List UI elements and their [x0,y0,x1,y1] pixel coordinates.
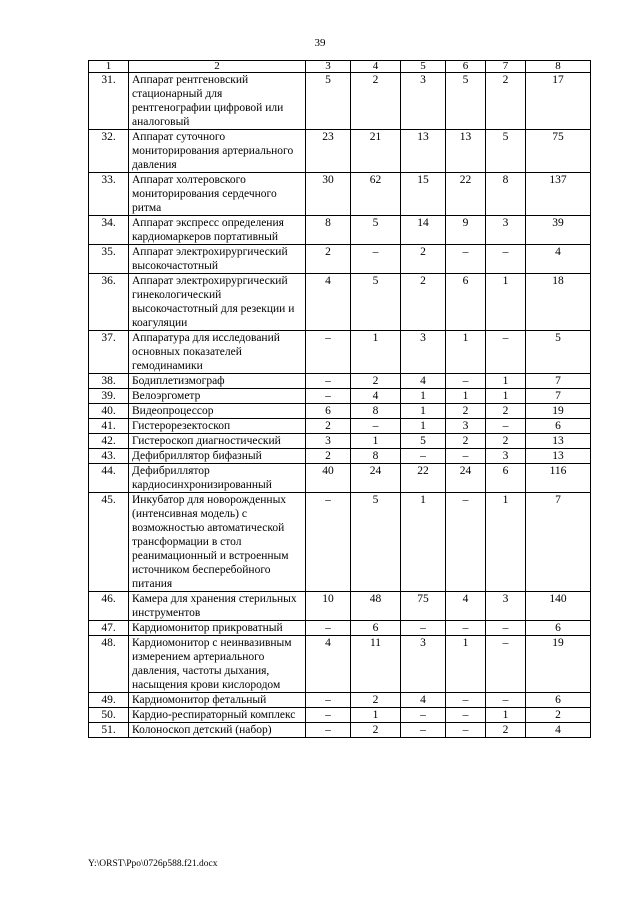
quantity-cell: 5 [526,331,591,374]
quantity-cell: 5 [486,130,526,173]
quantity-cell: 24 [351,464,401,493]
quantity-cell: 5 [401,434,446,449]
quantity-cell: 6 [486,464,526,493]
quantity-cell: 8 [351,404,401,419]
column-header: 7 [486,61,526,73]
quantity-cell: 75 [401,592,446,621]
quantity-cell: 6 [351,621,401,636]
quantity-cell: – [446,449,486,464]
row-number: 46. [89,592,129,621]
quantity-cell: 4 [351,389,401,404]
quantity-cell: – [401,708,446,723]
column-header: 2 [129,61,306,73]
table-row [89,464,591,493]
quantity-cell: 19 [526,636,591,693]
quantity-cell: 5 [351,216,401,245]
quantity-cell: 5 [446,73,486,130]
quantity-cell: 7 [526,389,591,404]
quantity-cell: 2 [446,434,486,449]
row-number: 33. [89,173,129,216]
table-row [89,404,591,419]
quantity-cell: 137 [526,173,591,216]
equipment-name: Аппарат холтеровского мониторирования сердечного ритма [129,173,306,216]
equipment-name: Кардио-респираторный комплекс [129,708,306,723]
quantity-cell: – [446,708,486,723]
equipment-name: Аппаратура для исследований основных показателей гемодинамики [129,331,306,374]
quantity-cell: 6 [526,419,591,434]
table-row [89,130,591,173]
quantity-cell: – [486,621,526,636]
quantity-cell: 30 [306,173,351,216]
quantity-cell: 2 [401,274,446,331]
quantity-cell: 1 [401,419,446,434]
quantity-cell: – [306,331,351,374]
equipment-name: Аппарат суточного мониторирования артериального давления [129,130,306,173]
equipment-name: Аппарат рентгеновский стационарный для рентгенографии цифровой или аналоговый [129,73,306,130]
quantity-cell: 2 [351,723,401,738]
quantity-cell: 4 [446,592,486,621]
equipment-name: Колоноскоп детский (набор) [129,723,306,738]
row-number: 51. [89,723,129,738]
quantity-cell: 3 [486,592,526,621]
equipment-name: Кардиомонитор фетальный [129,693,306,708]
quantity-cell: 6 [306,404,351,419]
footer-file-path: Y:\ORST\Ppo\0726p588.f21.docx [88,859,218,869]
quantity-cell: 2 [486,404,526,419]
equipment-name: Аппарат экспресс определения кардиомаркеров портативный [129,216,306,245]
quantity-cell: 1 [351,331,401,374]
table-row [89,274,591,331]
quantity-cell: 1 [486,374,526,389]
table-row [89,708,591,723]
table-row [89,592,591,621]
row-number: 47. [89,621,129,636]
quantity-cell: 1 [486,389,526,404]
quantity-cell: – [351,245,401,274]
row-number: 48. [89,636,129,693]
quantity-cell: 11 [351,636,401,693]
quantity-cell: 4 [401,374,446,389]
table-row [89,173,591,216]
quantity-cell: 4 [306,636,351,693]
row-number: 43. [89,449,129,464]
quantity-cell: – [486,331,526,374]
table-row [89,331,591,374]
quantity-cell: 1 [401,389,446,404]
row-number: 41. [89,419,129,434]
quantity-cell: – [306,693,351,708]
quantity-cell: 140 [526,592,591,621]
quantity-cell: 17 [526,73,591,130]
quantity-cell: – [446,723,486,738]
quantity-cell: 3 [486,449,526,464]
row-number: 34. [89,216,129,245]
quantity-cell: 13 [526,434,591,449]
quantity-cell: – [486,419,526,434]
quantity-cell: 21 [351,130,401,173]
equipment-name: Гистерорезектоскоп [129,419,306,434]
quantity-cell: 19 [526,404,591,419]
quantity-cell: 6 [526,621,591,636]
quantity-cell: – [401,723,446,738]
row-number: 50. [89,708,129,723]
table-row [89,374,591,389]
quantity-cell: 8 [306,216,351,245]
quantity-cell: 2 [526,708,591,723]
table-row [89,493,591,592]
quantity-cell: – [306,621,351,636]
equipment-name: Дефибриллятор кардиосинхронизированный [129,464,306,493]
quantity-cell: 5 [306,73,351,130]
quantity-cell: 18 [526,274,591,331]
table-row [89,693,591,708]
quantity-cell: 3 [401,636,446,693]
quantity-cell: 4 [526,723,591,738]
table-row [89,73,591,130]
quantity-cell: 2 [486,434,526,449]
equipment-name: Видеопроцессор [129,404,306,419]
quantity-cell: 2 [351,693,401,708]
row-number: 49. [89,693,129,708]
row-number: 31. [89,73,129,130]
table-row [89,434,591,449]
quantity-cell: 7 [526,374,591,389]
quantity-cell: 2 [486,73,526,130]
column-header: 4 [351,61,401,73]
quantity-cell: 3 [446,419,486,434]
quantity-cell: 40 [306,464,351,493]
quantity-cell: 1 [446,331,486,374]
page-number: 39 [314,37,326,49]
quantity-cell: 14 [401,216,446,245]
quantity-cell: 2 [306,449,351,464]
equipment-name: Дефибриллятор бифазный [129,449,306,464]
quantity-cell: 13 [526,449,591,464]
quantity-cell: 116 [526,464,591,493]
quantity-cell: 3 [401,331,446,374]
quantity-cell: – [446,374,486,389]
quantity-cell: 4 [306,274,351,331]
quantity-cell: 2 [306,245,351,274]
quantity-cell: 22 [401,464,446,493]
quantity-cell: 1 [446,389,486,404]
quantity-cell: 4 [401,693,446,708]
quantity-cell: 10 [306,592,351,621]
equipment-name: Аппарат электрохирургический гинекологический высокочастотный для резекции и коагуляции [129,274,306,331]
row-number: 36. [89,274,129,331]
row-number: 32. [89,130,129,173]
equipment-name: Велоэргометр [129,389,306,404]
quantity-cell: 22 [446,173,486,216]
quantity-cell: 23 [306,130,351,173]
quantity-cell: – [401,621,446,636]
quantity-cell: – [486,693,526,708]
quantity-cell: 2 [401,245,446,274]
quantity-cell: 6 [526,693,591,708]
column-header: 8 [526,61,591,73]
quantity-cell: 62 [351,173,401,216]
row-number: 40. [89,404,129,419]
column-header: 1 [89,61,129,73]
quantity-cell: 1 [486,493,526,592]
quantity-cell: – [306,493,351,592]
quantity-cell: 7 [526,493,591,592]
quantity-cell: – [351,419,401,434]
quantity-cell: 39 [526,216,591,245]
quantity-cell: 2 [486,723,526,738]
column-header: 6 [446,61,486,73]
quantity-cell: 48 [351,592,401,621]
quantity-cell: 1 [486,274,526,331]
quantity-cell: 15 [401,173,446,216]
row-number: 42. [89,434,129,449]
row-number: 35. [89,245,129,274]
equipment-name: Инкубатор для новорожденных (интенсивная модель) с возможностью автоматической трансформации в стол реанимационный и встроенным источником бесперебойного питания [129,493,306,592]
quantity-cell: 5 [351,493,401,592]
quantity-cell: – [306,708,351,723]
table-row [89,449,591,464]
quantity-cell: 1 [351,434,401,449]
quantity-cell: – [486,636,526,693]
equipment-name: Камера для хранения стерильных инструментов [129,592,306,621]
quantity-cell: 5 [351,274,401,331]
quantity-cell: 2 [351,374,401,389]
quantity-cell: 8 [486,173,526,216]
row-number: 38. [89,374,129,389]
quantity-cell: – [446,493,486,592]
quantity-cell: 3 [306,434,351,449]
quantity-cell: 2 [351,73,401,130]
equipment-name: Кардиомонитор с неинвазивным измерением артериального давления, частоты дыхания, насыщения крови кислородом [129,636,306,693]
table-row [89,636,591,693]
equipment-table [88,60,591,738]
column-header: 3 [306,61,351,73]
quantity-cell: 1 [351,708,401,723]
row-number: 39. [89,389,129,404]
quantity-cell: 2 [306,419,351,434]
table-row [89,723,591,738]
quantity-cell: 2 [446,404,486,419]
quantity-cell: – [306,374,351,389]
quantity-cell: – [306,389,351,404]
table-header-row [89,61,591,73]
quantity-cell: – [446,621,486,636]
quantity-cell: – [486,245,526,274]
table-row [89,389,591,404]
quantity-cell: 4 [526,245,591,274]
quantity-cell: 8 [351,449,401,464]
equipment-name: Кардиомонитор прикроватный [129,621,306,636]
row-number: 37. [89,331,129,374]
table-row [89,419,591,434]
column-header: 5 [401,61,446,73]
quantity-cell: 1 [401,493,446,592]
row-number: 44. [89,464,129,493]
equipment-name: Бодиплетизмограф [129,374,306,389]
table-row [89,245,591,274]
quantity-cell: – [401,449,446,464]
equipment-name: Аппарат электрохирургический высокочастотный [129,245,306,274]
quantity-cell: – [446,245,486,274]
quantity-cell: 3 [401,73,446,130]
quantity-cell: 75 [526,130,591,173]
quantity-cell: 3 [486,216,526,245]
quantity-cell: 1 [401,404,446,419]
quantity-cell: 1 [446,636,486,693]
quantity-cell: 6 [446,274,486,331]
quantity-cell: 1 [486,708,526,723]
quantity-cell: 9 [446,216,486,245]
table-row [89,216,591,245]
quantity-cell: – [306,723,351,738]
quantity-cell: 13 [401,130,446,173]
row-number: 45. [89,493,129,592]
quantity-cell: 24 [446,464,486,493]
equipment-name: Гистероскоп диагностический [129,434,306,449]
quantity-cell: 13 [446,130,486,173]
quantity-cell: – [446,693,486,708]
table-row [89,621,591,636]
